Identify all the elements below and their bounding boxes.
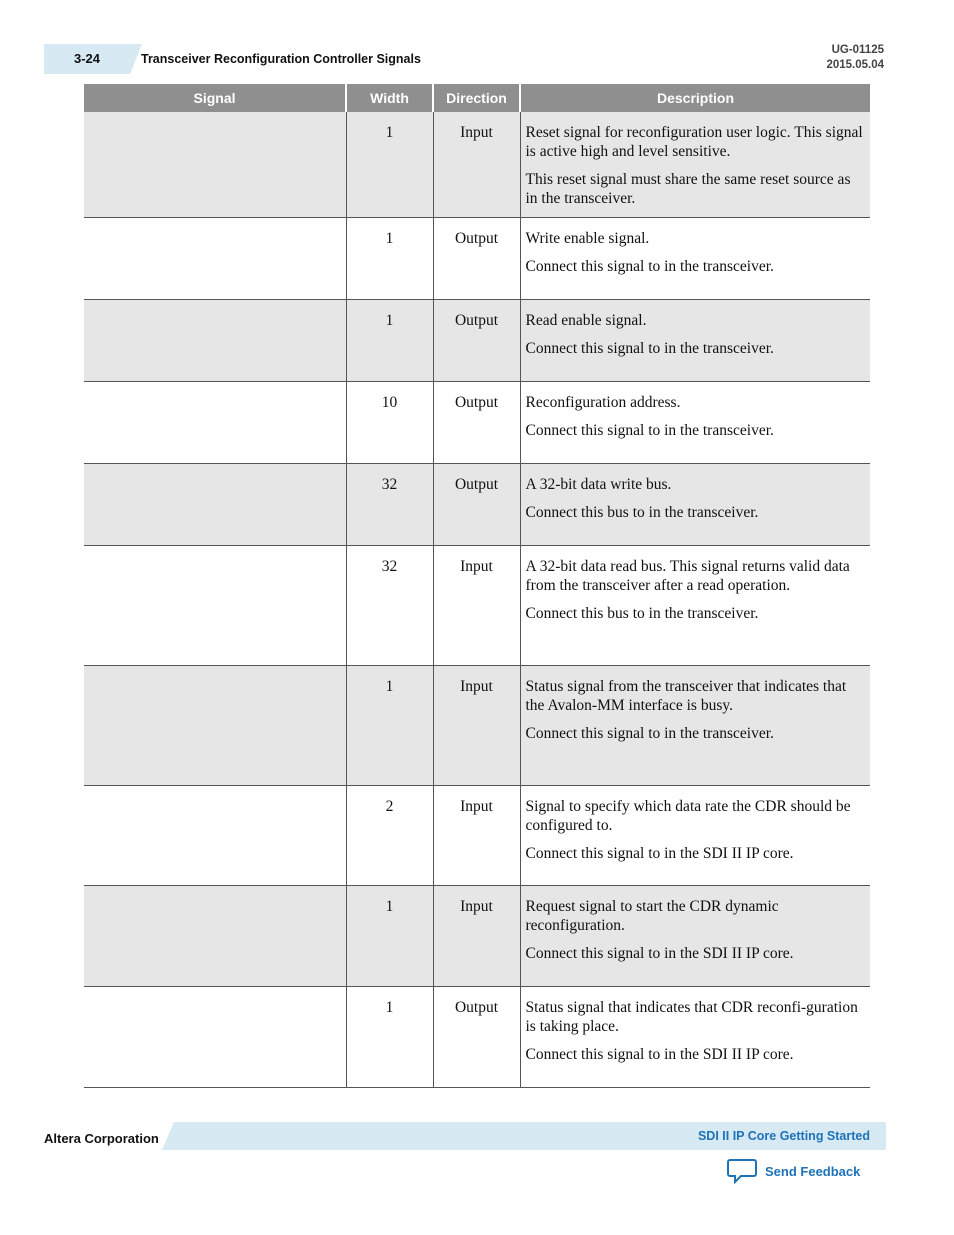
direction-cell: Output xyxy=(433,300,520,382)
table-row xyxy=(84,886,870,987)
width-cell: 32 xyxy=(346,464,433,546)
table-row xyxy=(84,987,870,1088)
section-title: Transceiver Reconfiguration Controller Signals xyxy=(141,52,421,66)
width-cell: 1 xyxy=(346,300,433,382)
signal-cell xyxy=(84,786,346,886)
width-cell: 1 xyxy=(346,218,433,300)
description-text: Request signal to start the CDR dynamic reconfiguration. xyxy=(525,898,779,934)
direction-cell: Input xyxy=(433,886,520,987)
table-row xyxy=(84,382,870,464)
doc-id-block xyxy=(826,43,884,73)
description-text: Connect this bus to in the transceiver. xyxy=(525,504,759,521)
signal-table xyxy=(84,84,870,1088)
description-cell xyxy=(520,218,870,300)
description-text: Connect this signal to in the transceiver. xyxy=(525,258,774,275)
width-cell: 2 xyxy=(346,786,433,886)
description-text: Connect this signal to in the SDI II IP core. xyxy=(525,945,794,962)
description-cell xyxy=(520,987,870,1088)
direction-cell: Input xyxy=(433,786,520,886)
description-text: Connect this signal to in the transceiver. xyxy=(525,422,774,439)
description-text: Status signal from the transceiver that indicates that the Avalon-MM interface is busy. xyxy=(525,678,847,714)
signal-cell xyxy=(84,112,346,218)
table-row xyxy=(84,112,870,218)
description-text: Connect this signal to in the SDI II IP core. xyxy=(525,1046,794,1063)
company-name: Altera Corporation xyxy=(44,1131,159,1146)
description-text: Write enable signal. xyxy=(525,230,650,247)
signal-cell xyxy=(84,666,346,786)
table-row xyxy=(84,218,870,300)
description-text: Reset signal for reconfiguration user logic. This signal is active high and level sensitive. xyxy=(525,124,863,160)
description-cell xyxy=(520,382,870,464)
signal-cell xyxy=(84,886,346,987)
description-text: Connect this bus to in the transceiver. xyxy=(525,605,759,622)
width-cell: 1 xyxy=(346,666,433,786)
signal-cell xyxy=(84,987,346,1088)
description-cell xyxy=(520,464,870,546)
description-cell xyxy=(520,546,870,666)
description-text: Connect this signal to in the SDI II IP core. xyxy=(525,845,794,862)
doc-title-link[interactable]: SDI II IP Core Getting Started xyxy=(697,1129,870,1143)
direction-cell: Output xyxy=(433,464,520,546)
table-row xyxy=(84,464,870,546)
description-text: Status signal that indicates that CDR reconfi-guration is taking place. xyxy=(525,999,858,1035)
description-cell xyxy=(520,786,870,886)
width-cell: 10 xyxy=(346,382,433,464)
description-text: Connect this signal to in the transceiver. xyxy=(525,340,774,357)
signal-cell xyxy=(84,300,346,382)
doc-id: UG-01125 xyxy=(831,44,884,56)
direction-cell: Output xyxy=(433,382,520,464)
table-row xyxy=(84,666,870,786)
direction-cell: Input xyxy=(433,112,520,218)
description-cell xyxy=(520,886,870,987)
direction-cell: Output xyxy=(433,987,520,1088)
description-cell xyxy=(520,112,870,218)
signal-cell xyxy=(84,546,346,666)
column-header-description: Description xyxy=(520,84,870,112)
description-cell xyxy=(520,666,870,786)
width-cell: 1 xyxy=(346,112,433,218)
direction-cell: Input xyxy=(433,546,520,666)
send-feedback-link[interactable] xyxy=(727,1158,860,1184)
column-header-direction: Direction xyxy=(433,84,520,112)
table-row xyxy=(84,546,870,666)
signal-cell xyxy=(84,382,346,464)
table-row xyxy=(84,786,870,886)
column-header-signal: Signal xyxy=(84,84,346,112)
width-cell: 32 xyxy=(346,546,433,666)
direction-cell: Output xyxy=(433,218,520,300)
signal-cell xyxy=(84,218,346,300)
page-number: 3-24 xyxy=(74,51,101,66)
description-cell xyxy=(520,300,870,382)
description-text: Reconfiguration address. xyxy=(525,394,681,411)
description-text: Connect this signal to in the transceiver. xyxy=(525,725,774,742)
send-feedback-label: Send Feedback xyxy=(765,1163,861,1179)
direction-cell: Input xyxy=(433,666,520,786)
signal-cell xyxy=(84,464,346,546)
description-text: Read enable signal. xyxy=(525,312,647,329)
description-text: This reset signal must share the same reset source as in the transceiver. xyxy=(525,171,851,207)
width-cell: 1 xyxy=(346,987,433,1088)
doc-date: 2015.05.04 xyxy=(826,59,884,71)
description-text: A 32-bit data write bus. xyxy=(525,476,672,493)
description-text: Signal to specify which data rate the CDR should be configured to. xyxy=(525,798,851,834)
width-cell: 1 xyxy=(346,886,433,987)
speech-bubble-icon xyxy=(727,1158,757,1184)
description-text: A 32-bit data read bus. This signal returns valid data from the transceiver after a read operation. xyxy=(525,558,850,594)
table-header-row xyxy=(84,84,870,112)
table-row xyxy=(84,300,870,382)
column-header-width: Width xyxy=(346,84,433,112)
